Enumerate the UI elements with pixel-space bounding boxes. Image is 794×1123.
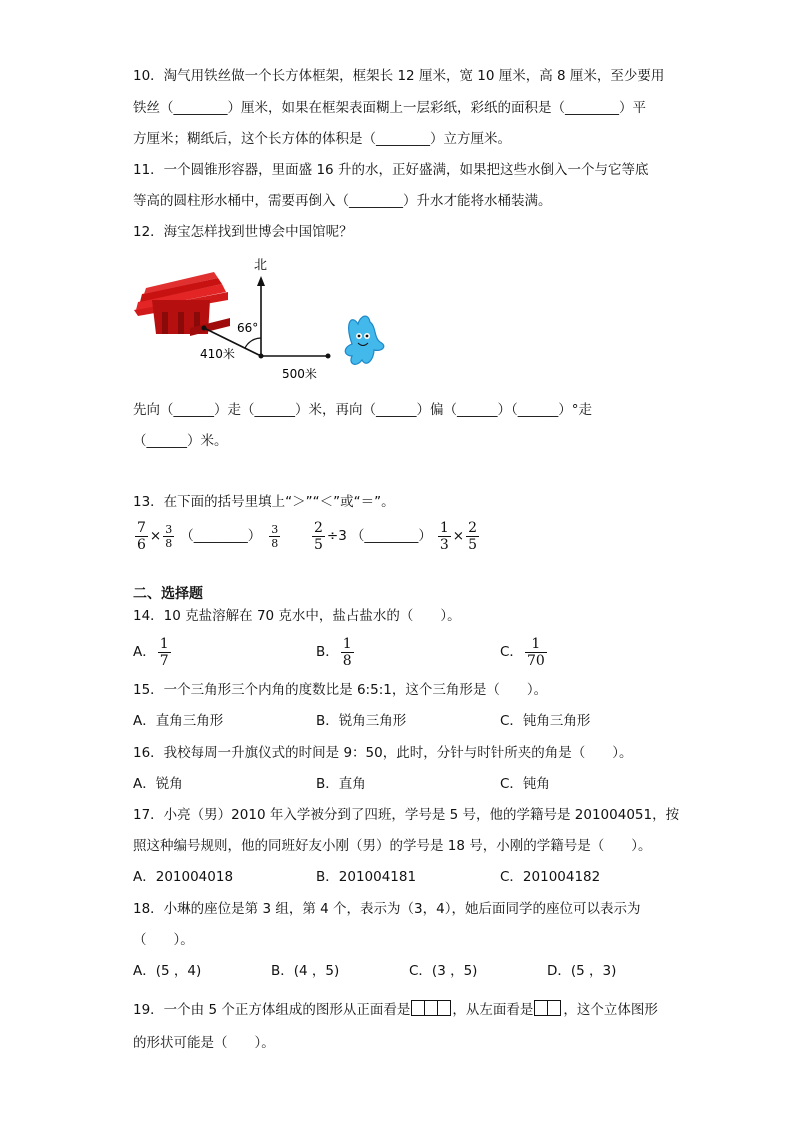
q14-line1: 14．10 克盐溶解在 70 克水中，盐占盐水的（ ）。 bbox=[133, 608, 461, 624]
q18-line2: （ ）。 bbox=[133, 932, 194, 948]
china-pavilion-image bbox=[134, 272, 230, 336]
section-title-choice: 二、选择题 bbox=[133, 586, 203, 602]
fraction-1-70: $\frac{1}{70}$ bbox=[526, 635, 545, 669]
q16-option-c: C．钝角 bbox=[500, 776, 550, 792]
q16-line1: 16．我校每周一升旗仪式的时间是 9：50，此时，分针与时针所夹的角是（ ）。 bbox=[133, 745, 633, 761]
q12-answer-line2: （______）米。 bbox=[133, 433, 228, 449]
q12-line1: 12．海宝怎样找到世博会中国馆呢？ bbox=[133, 224, 353, 240]
q17-line2: 照这种编号规则，他的同班好友小刚（男）的学号是 18 号，小刚的学籍号是（ ）。 bbox=[133, 838, 652, 854]
q18-option-a: A．(5 ，4) bbox=[133, 963, 202, 979]
q13-expression-1 bbox=[133, 519, 282, 553]
q17-option-b: B．201004181 bbox=[316, 869, 417, 885]
q14-option-c: C． $\frac{1}{70}$ bbox=[500, 635, 545, 669]
q10-line2: 铁丝（________）厘米，如果在框架表面糊上一层彩纸，彩纸的面积是（________）平 bbox=[133, 100, 646, 116]
q12-answer-line1: 先向（______）走（______）米，再向（______）偏（______）（______）°走 bbox=[133, 402, 592, 418]
north-label: 北 bbox=[254, 258, 268, 273]
divide-3: ÷3 bbox=[326, 528, 347, 544]
fraction-1-7: $\frac{1}{7}$ bbox=[159, 635, 169, 669]
q15-option-a: A．直角三角形 bbox=[133, 713, 224, 729]
answer-blank: （________） bbox=[180, 528, 262, 544]
q10-line1: 10．淘气用铁丝做一个长方体框架，框架长 12 厘米，宽 10 厘米，高 8 厘米，至少要用 bbox=[133, 68, 665, 84]
haibao-mascot-image bbox=[345, 316, 384, 364]
q16-option-b: B．直角 bbox=[316, 776, 366, 792]
q17-option-c: C．201004182 bbox=[500, 869, 601, 885]
q18-option-d: D．(5 ，3) bbox=[547, 963, 617, 979]
q17-line1: 17．小亮（男）2010 年入学被分到了四班，学号是 5 号，他的学籍号是 201004051，按 bbox=[133, 807, 680, 823]
fraction-3-8: $\frac{3}{8}$ bbox=[165, 522, 173, 550]
distance-410-label: 410米 bbox=[200, 347, 235, 361]
direction-figure bbox=[130, 252, 400, 392]
fraction-1-3: $\frac{1}{3}$ bbox=[439, 519, 449, 553]
q19-text-b: ，从左面看是 bbox=[452, 1002, 534, 1018]
distance-500-label: 500米 bbox=[282, 367, 317, 381]
answer-blank: （________） bbox=[350, 528, 432, 544]
q15-option-c: C．钝角三角形 bbox=[500, 713, 591, 729]
fraction-2-5: $\frac{2}{5}$ bbox=[468, 519, 477, 553]
q16-option-a: A．锐角 bbox=[133, 776, 183, 792]
fraction-7-6: $\frac{7}{6}$ bbox=[137, 519, 146, 553]
q19-line1 bbox=[133, 1000, 658, 1020]
fraction-1-8: $\frac{1}{8}$ bbox=[342, 635, 352, 669]
fraction-3-8: $\frac{3}{8}$ bbox=[271, 522, 279, 550]
q14-option-b: B． $\frac{1}{8}$ bbox=[316, 635, 352, 669]
q13-expression-2 bbox=[310, 519, 481, 553]
q19-line2: 的形状可能是（ ）。 bbox=[133, 1035, 275, 1051]
q19-text-a: 19．一个由 5 个正方体组成的图形从正面看是 bbox=[133, 1002, 411, 1018]
q13-line1: 13．在下面的括号里填上“＞”“＜”或“＝”。 bbox=[133, 494, 395, 510]
q14-option-a: A． $\frac{1}{7}$ bbox=[133, 635, 169, 669]
times-sign: × bbox=[149, 528, 162, 544]
fraction-2-5: $\frac{2}{5}$ bbox=[314, 519, 323, 553]
front-view-three-squares-icon bbox=[411, 1000, 451, 1016]
left-view-two-squares-icon bbox=[534, 1000, 562, 1016]
q18-option-b: B．(4 ，5) bbox=[271, 963, 340, 979]
q11-line1: 11．一个圆锥形容器，里面盛 16 升的水，正好盛满，如果把这些水倒入一个与它等底 bbox=[133, 162, 649, 178]
q19-text-c: ，这个立体图形 bbox=[563, 1002, 658, 1018]
q15-line1: 15．一个三角形三个内角的度数比是 6:5:1，这个三角形是（ ）。 bbox=[133, 682, 548, 698]
q10-line3: 方厘米；糊纸后，这个长方体的体积是（________）立方厘米。 bbox=[133, 131, 511, 147]
q11-line2: 等高的圆柱形水桶中，需要再倒入（________）升水才能将水桶装满。 bbox=[133, 193, 552, 209]
q18-option-c: C．(3 ，5) bbox=[409, 963, 478, 979]
angle-label: 66° bbox=[237, 321, 259, 335]
q17-option-a: A．201004018 bbox=[133, 869, 234, 885]
q15-option-b: B．锐角三角形 bbox=[316, 713, 407, 729]
q18-line1: 18．小琳的座位是第 3 组，第 4 个，表示为（3，4），她后面同学的座位可以表示为 bbox=[133, 901, 641, 917]
times-sign: × bbox=[452, 528, 465, 544]
